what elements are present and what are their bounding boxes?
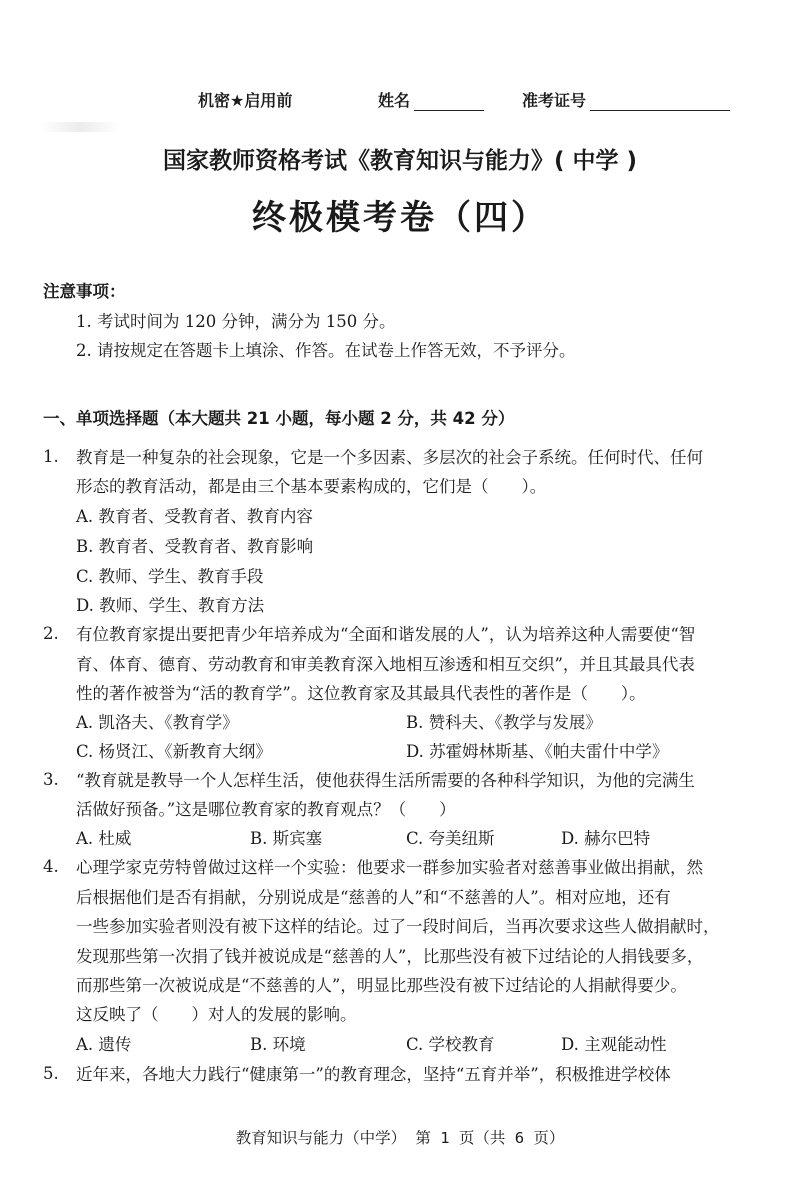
note-item: 2. 请按规定在答题卡上填涂、作答。在试卷上作答无效，不予评分。: [76, 341, 576, 360]
question-text: 后根据他们是否有捐献，分别说成是“慈善的人”和“不慈善的人”。相对应地，还有: [76, 888, 671, 907]
exam-id-field[interactable]: [522, 88, 730, 111]
option-c: C. 杨贤江、《新教育大纲》: [76, 742, 272, 761]
option-d: D. 赫尔巴特: [561, 829, 651, 848]
option-a: A. 杜威: [76, 829, 132, 848]
option-d: D. 苏霍姆林斯基、《帕夫雷什中学》: [406, 742, 669, 761]
scan-smudge: [40, 122, 120, 132]
exam-id-label: 准考证号: [522, 91, 587, 110]
question-text: 近年来，各地大力践行“健康第一”的教育理念，坚持“五育并举”，积极推进学校体: [76, 1065, 671, 1084]
question-text: 心理学家克劳特曾做过这样一个实验：他要求一群参加实验者对慈善事业做出捐献，然: [76, 858, 703, 877]
question-text: 育、体育、德育、劳动教育和审美教育深入地相互渗透和相互交织”，并且其最具代表: [76, 655, 695, 674]
question-text: 形态的教育活动，都是由三个基本要素构成的，它们是（ ）。: [76, 477, 547, 496]
question-number: 5.: [43, 1064, 59, 1083]
name-label: 姓名: [378, 91, 411, 110]
option-b: B. 斯宾塞: [250, 829, 323, 848]
question-number: 1.: [43, 447, 59, 466]
notes-heading: 注意事项：: [43, 282, 126, 301]
question-number: 4.: [43, 857, 59, 876]
question-text: 一些参加实验者则没有被下这样的结论。过了一段时间后，当再次要求这些人做捐献时，: [76, 917, 720, 936]
question-text: 而那些第一次被说成是“不慈善的人”，明显比那些没有被下过结论的人捐献得要少。: [76, 976, 687, 995]
option-c: C. 夸美纽斯: [406, 829, 495, 848]
question-number: 3.: [43, 770, 59, 789]
name-field[interactable]: [378, 88, 484, 111]
option-b: B. 教育者、受教育者、教育影响: [76, 537, 314, 556]
question-text: 有位教育家提出要把青少年培养成为“全面和谐发展的人”，认为培养这种人需要使“智: [76, 625, 696, 644]
option-d: D. 主观能动性: [561, 1035, 667, 1054]
option-b: B. 赞科夫、《教学与发展》: [406, 713, 602, 732]
question-text: 发现那些第一次捐了钱并被说成是“慈善的人”，比那些没有被下过结论的人捐钱要多，: [76, 947, 704, 966]
note-item: 1. 考试时间为 120 分钟，满分为 150 分。: [76, 312, 396, 331]
question-text: 性的著作被誉为“活的教育学”。这位教育家及其最具代表性的著作是（ ）。: [76, 684, 646, 703]
paper-title: 终极模考卷（四）: [252, 198, 548, 238]
question-text: 教育是一种复杂的社会现象，它是一个多因素、多层次的社会子系统。任何时代、任何: [76, 448, 703, 467]
exam-id-blank[interactable]: [590, 94, 730, 111]
confidential-label: 机密★启用前: [198, 91, 293, 110]
option-a: A. 教育者、受教育者、教育内容: [76, 507, 313, 526]
question-number: 2.: [43, 624, 59, 643]
option-c: C. 学校教育: [406, 1035, 495, 1054]
name-blank[interactable]: [414, 94, 484, 111]
question-text: “教育就是教导一个人怎样生活，使他获得生活所需要的各种科学知识，为他的完满生: [76, 771, 695, 790]
exam-title: 国家教师资格考试《教育知识与能力》( 中学 ): [162, 148, 638, 174]
option-a: A. 凯洛夫、《教育学》: [76, 713, 239, 732]
option-c: C. 教师、学生、教育手段: [76, 567, 264, 586]
question-text: 这反映了（ ）对人的发展的影响。: [76, 1005, 357, 1024]
option-b: B. 环境: [250, 1035, 306, 1054]
question-text: 活做好预备。”这是哪位教育家的教育观点？（ ）: [76, 800, 456, 819]
option-d: D. 教师、学生、教育方法: [76, 596, 265, 615]
option-a: A. 遗传: [76, 1035, 132, 1054]
page-footer: 教育知识与能力（中学） 第 1 页（共 6 页）: [235, 1129, 565, 1147]
section-heading: 一、单项选择题（本大题共 21 小题，每小题 2 分，共 42 分）: [43, 409, 515, 428]
